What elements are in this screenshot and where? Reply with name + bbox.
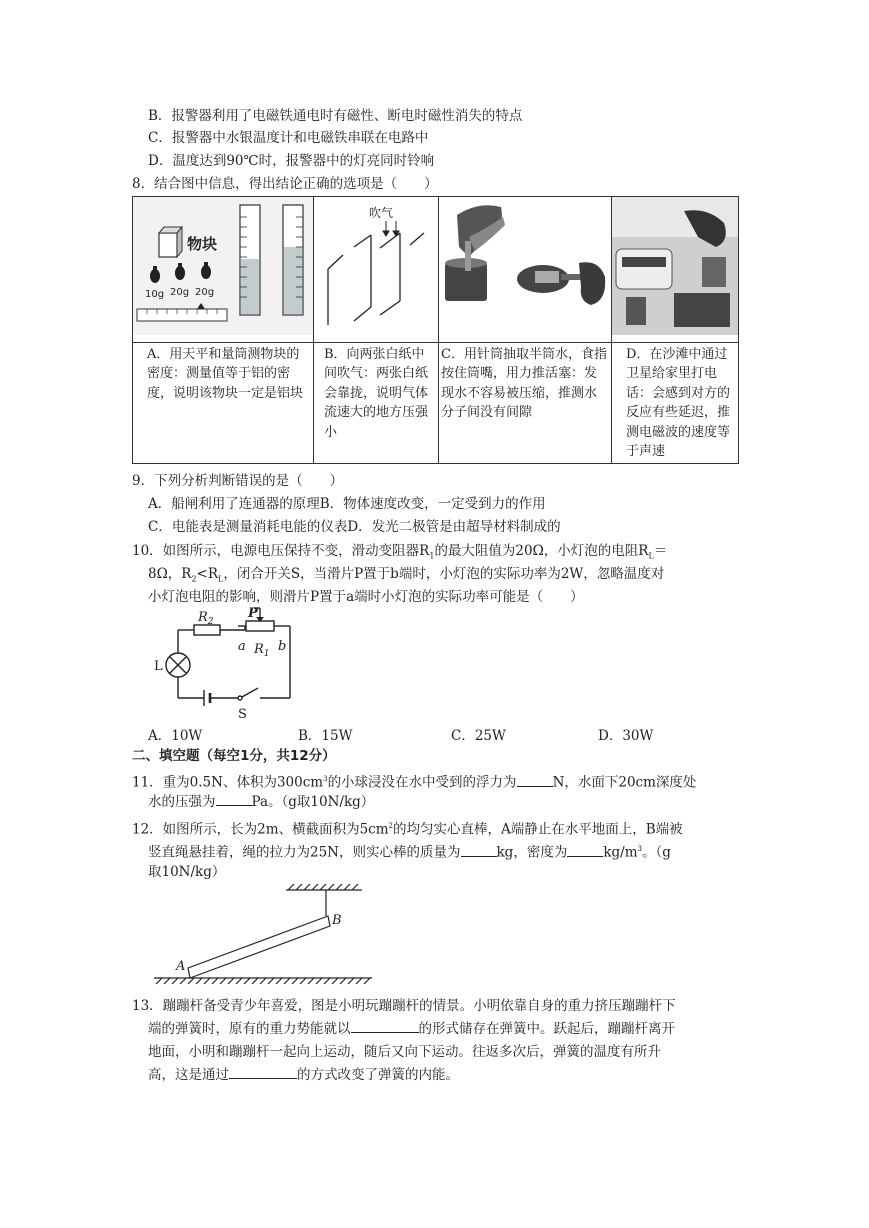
q12-line-3: 取10N/kg）: [148, 864, 226, 880]
svg-text:b: b: [278, 639, 287, 654]
q8-table: [132, 196, 739, 464]
q13-line-4: 高，这是通过 的方式改变了弹簧的内能。: [148, 1064, 459, 1086]
q10-option-a: A．10W: [148, 728, 203, 744]
q8-cell-b: B．向两张白纸中间吹气：两张白纸会靠拢，说明气体流速大的地方压强小: [314, 342, 439, 463]
q8-figure-c: [439, 197, 612, 343]
label-r2: $R_2$: [198, 610, 214, 627]
q9-stem: 9．下列分析判断错误的是（ ）: [132, 473, 344, 489]
q8-figure-b: [314, 197, 439, 343]
q13-blank-1[interactable]: [351, 1018, 419, 1033]
q10-circuit-diagram: [150, 606, 310, 722]
q10-stem-line-2: 8Ω，$R_2<R_L$，闭合开关S，当滑片P置于b端时，小灯泡的实际功率为2W，忽略温度对: [148, 566, 665, 584]
svg-text:20g: 20g: [195, 287, 215, 298]
q11-blank-2[interactable]: [216, 791, 252, 806]
q8-figure-d: [612, 197, 739, 343]
q10-stem-line-3: 小灯泡电阻的影响，则滑片P置于a端时小灯泡的实际功率可能是（ ）: [148, 589, 584, 605]
q8-cell-d: D．在沙滩中通过卫星给家里打电话：会感到对方的反应有些延迟，推测电磁波的速度等于声速: [612, 342, 739, 463]
q8-cell-c: C．用针筒抽取半筒水，食指按住筒嘴，用力推活塞：发现水不容易被压缩，推测水分子间没有间隙: [439, 342, 612, 463]
q10-option-c: C．25W: [451, 728, 506, 744]
q12-line-1: 12．如图所示，长为2m、横截面积为$5cm^2$的均匀实心直棒，A端静止在水平地面上，B端被: [132, 821, 683, 838]
q12-blank-2[interactable]: [567, 842, 603, 857]
q9-options-line-2: C．电能表是测量消耗电能的仪表D．发光二极管是由超导材料制成的: [148, 519, 561, 535]
q8-cell-a: A．用天平和量筒测物块的密度：测量值等于铝的密度，说明该物块一定是铝块: [133, 342, 314, 463]
q12-line-2: 竖直绳悬挂着，绳的拉力为25N，则实心棒的质量为 kg，密度为 $kg/m^3$。（g: [148, 838, 671, 864]
svg-text:S: S: [238, 707, 247, 722]
q7-option-c: C．报警器中水银温度计和电磁铁串联在电路中: [148, 130, 429, 146]
svg-text:20g: 20g: [170, 287, 190, 298]
balance-cylinder-figure: [133, 197, 313, 335]
q11-line-2: 水的压强为 Pa。（g取10N/kg）: [148, 791, 374, 813]
q11-blank-1[interactable]: [517, 772, 553, 787]
q11-line-1: 11．重为0.5N、体积为$300cm^3$的小球浸没在水中受到的浮力为 N，水面下20cm深度处: [132, 768, 696, 794]
svg-text:B: B: [332, 913, 342, 928]
svg-text:10g: 10g: [145, 289, 165, 300]
q13-blank-2[interactable]: [229, 1064, 297, 1079]
q9-options-line-1: A．船闸利用了连通器的原理B．物体速度改变，一定受到力的作用: [148, 496, 546, 512]
label-r1: $R_1$: [254, 642, 270, 659]
q10-option-b: B．15W: [298, 728, 353, 744]
svg-text:P: P: [248, 606, 258, 621]
q13-line-3: 地面，小明和蹦蹦杆一起向上运动，随后又向下运动。往返多次后，弹簧的温度有所升: [148, 1044, 661, 1060]
q12-rod-diagram: [150, 882, 380, 986]
q7-option-b: B．报警器利用了电磁铁通电时有磁性、断电时磁性消失的特点: [148, 108, 523, 124]
svg-text:a: a: [238, 639, 246, 654]
q13-line-2: 端的弹簧时，原有的重力势能就以 的形式储存在弹簧中。跃起后，蹦蹦杆离开: [148, 1018, 675, 1040]
q10-option-d: D．30W: [598, 728, 654, 744]
q7-option-d: D．温度达到90℃时，报警器中的灯亮同时铃响: [148, 153, 435, 169]
block-icon: [159, 227, 182, 257]
two-paper-figure: [314, 197, 438, 335]
svg-text:A: A: [176, 959, 186, 974]
q10-stem-line-1: 10．如图所示，电源电压保持不变，滑动变阻器$R_1$的最大阻值为20Ω，小灯泡的电阻$R_L=$: [132, 543, 668, 561]
q13-line-1: 13．蹦蹦杆备受青少年喜爱，图是小明玩蹦蹦杆的情景。小明依靠自身的重力挤压蹦蹦杆下: [132, 998, 676, 1014]
svg-text:物块: 物块: [187, 235, 218, 253]
section-2-title: 二、填空题（每空1分，共12分）: [132, 748, 336, 764]
svg-text:吹气: 吹气: [369, 206, 394, 220]
satellite-phone-figure: [612, 197, 738, 335]
q8-stem: 8．结合图中信息，得出结论正确的选项是（ ）: [132, 176, 438, 192]
svg-text:L: L: [154, 659, 163, 674]
q12-blank-1[interactable]: [461, 842, 497, 857]
q8-figure-a: [133, 197, 314, 343]
syringe-figure: [439, 197, 611, 335]
